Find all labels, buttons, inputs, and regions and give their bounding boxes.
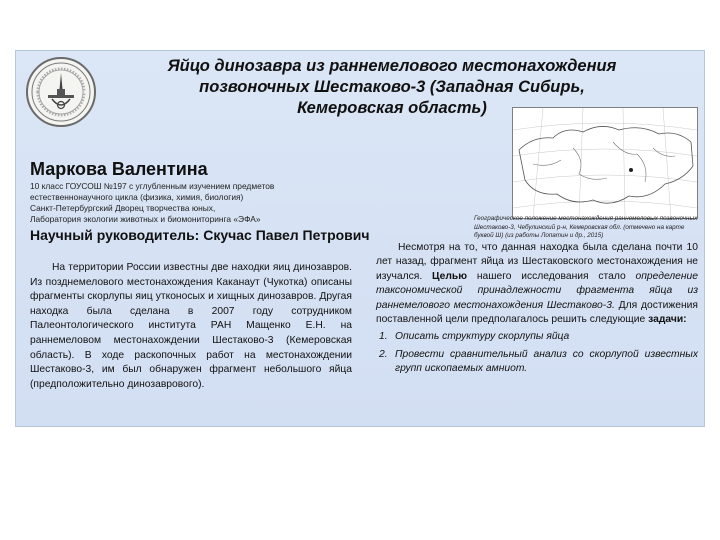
task-list bbox=[376, 330, 698, 376]
title-line-3: Кемеровская область) bbox=[297, 99, 487, 117]
goal-connector: нашего исследования стало bbox=[476, 270, 626, 282]
school-line: Санкт-Петербургский Дворец творчества юных, bbox=[30, 203, 216, 213]
map-caption: Географическое положение местонахождения раннемеловых позвоночных Шестаково-3, Чебулинский р-н, Кемеровская обл. (отмечено на карте буквой Ш) (из работы Лопатин и др., 2015) bbox=[474, 215, 698, 240]
goal-paragraph bbox=[376, 241, 698, 377]
title-line-2: позвоночных Шестаково-3 (Западная Сибирь, bbox=[199, 78, 585, 96]
school-logo-icon bbox=[26, 57, 96, 127]
author-name: Маркова Валентина bbox=[30, 159, 208, 179]
goal-text-block bbox=[376, 241, 698, 327]
list-item bbox=[376, 330, 698, 344]
tasks-label: задачи: bbox=[648, 314, 687, 326]
school-line: естественнонаучного цикла (физика, химия, биология) bbox=[30, 192, 244, 202]
tasks-intro: Для достижения поставленной цели предполагалось решить следующие bbox=[376, 299, 698, 326]
list-item bbox=[376, 348, 698, 377]
title-line-1: Яйцо динозавра из раннемелового местонахождения bbox=[167, 57, 617, 75]
task-number: 1. bbox=[379, 331, 388, 343]
advisor-name: Научный руководитель: Скучас Павел Петрович bbox=[30, 227, 370, 243]
school-line: 10 класс ГОУСОШ №197 с углубленным изучением предметов bbox=[30, 181, 275, 191]
school-info bbox=[30, 181, 370, 225]
location-map bbox=[512, 107, 698, 219]
goal-intro: Несмотря на то, что данная находка была сделана почти 10 лет назад, фрагмент яйца из Шестаковского местонахождения не изучался. bbox=[376, 242, 698, 282]
intro-text: На территории России известны две находки яиц динозавров. Из позднемелового местонахождения Каканаут (Чукотка) описаны фрагменты скорлупы яиц утконосых и хищных динозавров. Другая находка была сделана в 2007 году сотрудником Палеонтологического института РАН Мащенко Е.Н. на раннемеловом местонахождении Шестаково-3 (Кемеровская область). В ходе раскопочных работ на местонахождении Шестаково-3, им был обнаружен фрагмент небольшого яйца (предположительно динозаврового). bbox=[30, 262, 352, 390]
school-line: Лаборатория экологии животных и биомониторинга «ЭФА» bbox=[30, 214, 261, 224]
task-text: Провести сравнительный анализ со скорлупой известных групп ископаемых амниот. bbox=[395, 348, 698, 375]
poster-slide bbox=[15, 50, 705, 427]
task-number: 2. bbox=[379, 348, 388, 360]
task-text: Описать структуру скорлупы яйца bbox=[395, 331, 570, 343]
goal-label: Целью bbox=[431, 270, 468, 282]
intro-paragraph bbox=[30, 261, 352, 392]
goal-statement: определение таксономической принадлежности фрагмента яйца из раннемелового местонахождения Шестаково-3. bbox=[376, 270, 698, 311]
